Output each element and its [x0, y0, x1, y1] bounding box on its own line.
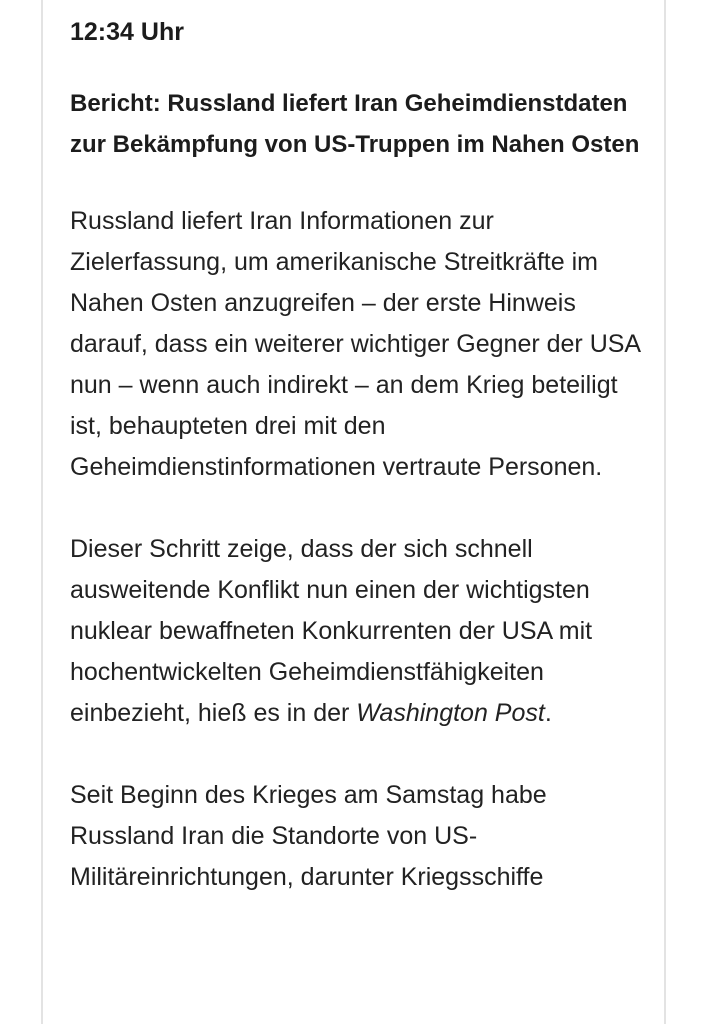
paragraph-2-end: . [544, 699, 552, 727]
ticker-entry [70, 12, 648, 939]
entry-paragraph-1: Russland liefert Iran Informationen zur Zielerfassung, um amerikanische Streitkräfte im Nahen Osten anzugreifen – der erste Hinweis darauf, dass ein weiterer wichtiger Gegner der USA nun – wenn auch indirekt – an dem Krieg beteiligt ist, behaupteten drei mit den Geheimdienstinformationen vertraute Personen. [70, 207, 640, 481]
source-publication: Washington Post [356, 699, 545, 727]
entry-timestamp: 12:34 Uhr [70, 18, 184, 46]
entry-paragraph-3: Seit Beginn des Krieges am Samstag habe Russland Iran die Standorte von US-Militäreinrichtungen, darunter Kriegsschiffe [70, 781, 547, 891]
entry-paragraph-2 [70, 529, 648, 734]
entry-headline: Bericht: Russland liefert Iran Geheimdienstdaten zur Bekämpfung von US-Truppen im Nahen Osten [70, 90, 640, 158]
timeline-right-border [664, 0, 666, 1024]
timeline-left-border [41, 0, 43, 1024]
paragraph-2-text: Dieser Schritt zeige, dass der sich schnell ausweitende Konflikt nun einen der wichtigsten nuklear bewaffneten Konkurrenten der USA mit hochentwickelten Geheimdienstfähigkeiten einbezieht, hieß es in der [70, 535, 593, 727]
